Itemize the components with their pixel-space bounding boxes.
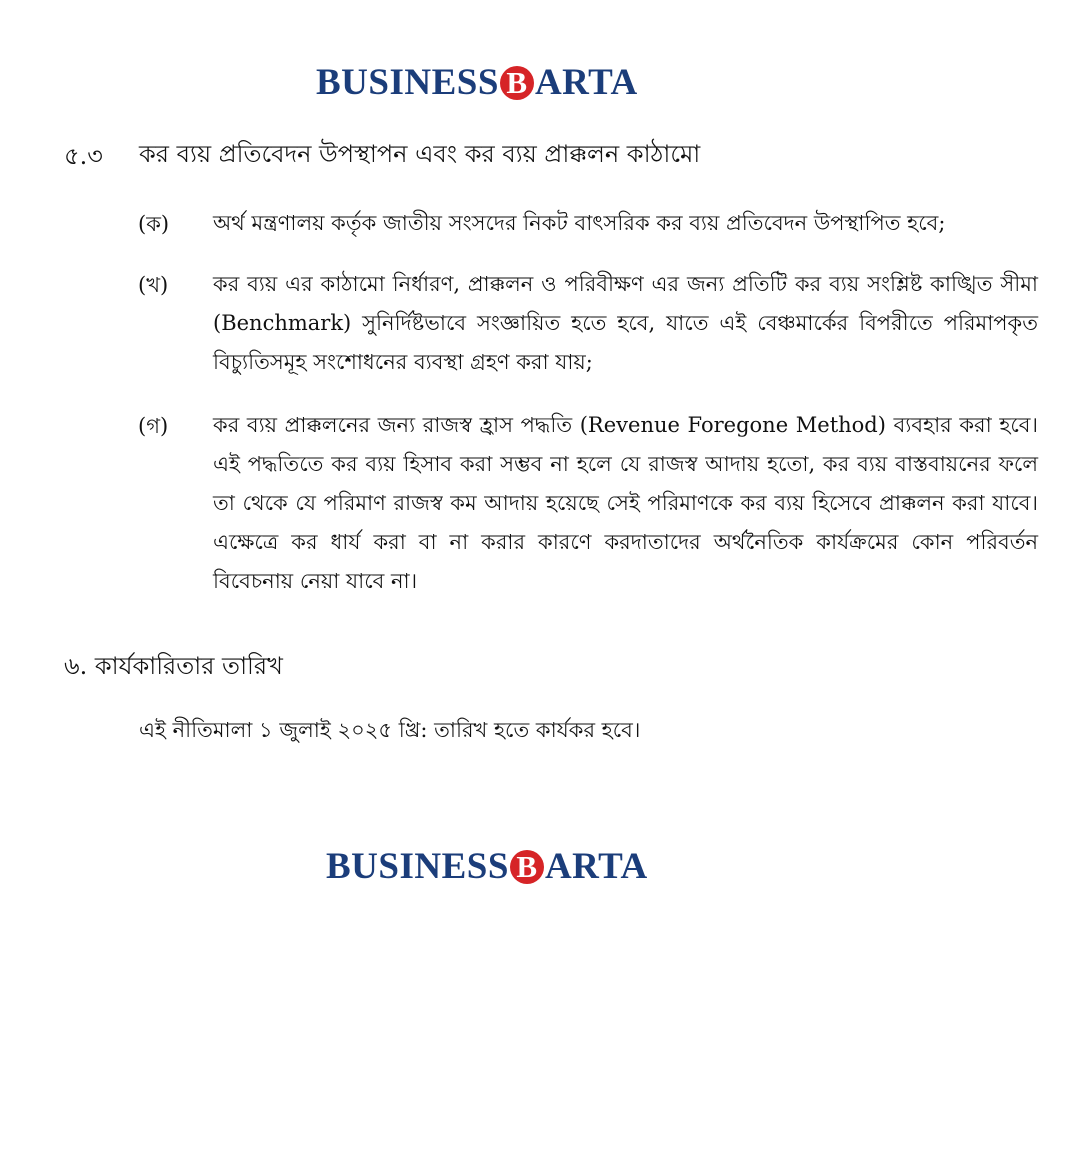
section-5-3-number: ৫.৩: [64, 142, 103, 170]
section-5-3-title: কর ব্যয় প্রতিবেদন উপস্থাপন এবং কর ব্যয় প্রাক্কলন কাঠামো: [139, 140, 701, 168]
footer-logo-text-business: BUSINESS: [326, 846, 509, 887]
section-6-heading: ৬. কার্যকারিতার তারিখ: [64, 652, 283, 680]
item-kha-text: কর ব্যয় এর কাঠামো নির্ধারণ, প্রাক্কলন ও পরিবীক্ষণ এর জন্য প্রতিটি কর ব্যয় সংশ্লিষ্ট কাঙ্খিত সীমা (Benchmark) সুনির্দিষ্টভাবে সংজ্ঞায়িত হতে হবে, যাতে এই বেঞ্চমার্কের বিপরীতে পরিমাপকৃত বিচ্যুতিসমূহ সংশোধনের ব্যবস্থা গ্রহণ করা যায়;: [213, 272, 1038, 374]
item-ga-label: (গ): [138, 414, 169, 438]
item-ka-text: অর্থ মন্ত্রণালয় কর্তৃক জাতীয় সংসদের নিকট বাৎসরিক কর ব্যয় প্রতিবেদন উপস্থাপিত হবে;: [213, 211, 946, 235]
footer-logo: [326, 848, 648, 885]
header-logo: [316, 64, 638, 101]
item-kha-label: (খ): [138, 273, 169, 297]
header-logo-text-business: BUSINESS: [316, 62, 499, 103]
item-ga-text: কর ব্যয় প্রাক্কলনের জন্য রাজস্ব হ্রাস পদ্ধতি (Revenue Foregone Method) ব্যবহার করা হবে। এই পদ্ধতিতে কর ব্যয় হিসাব করা সম্ভব না হলে যে রাজস্ব আদায় হতো, কর ব্যয় বাস্তবায়নের ফলে তা থেকে যে পরিমাণ রাজস্ব কম আদায় হয়েছে সেই পরিমাণকে কর ব্যয় হিসেবে প্রাক্কলন করা যাবে। এক্ষেত্রে কর ধার্য করা বা না করার কারণে করদাতাদের অর্থনৈতিক কার্যক্রমের কোন পরিবর্তন বিবেচনায় নেয়া যাবে না।: [213, 413, 1038, 593]
footer-logo-text-arta: ARTA: [544, 846, 648, 887]
section-6-text: এই নীতিমালা ১ জুলাই ২০২৫ খ্রি: তারিখ হতে কার্যকর হবে।: [139, 718, 641, 742]
item-ka-label: (ক): [138, 212, 170, 236]
header-logo-text-arta: ARTA: [534, 62, 638, 103]
header-logo-b-mark: B: [500, 66, 534, 100]
footer-logo-b-mark: B: [510, 850, 544, 884]
